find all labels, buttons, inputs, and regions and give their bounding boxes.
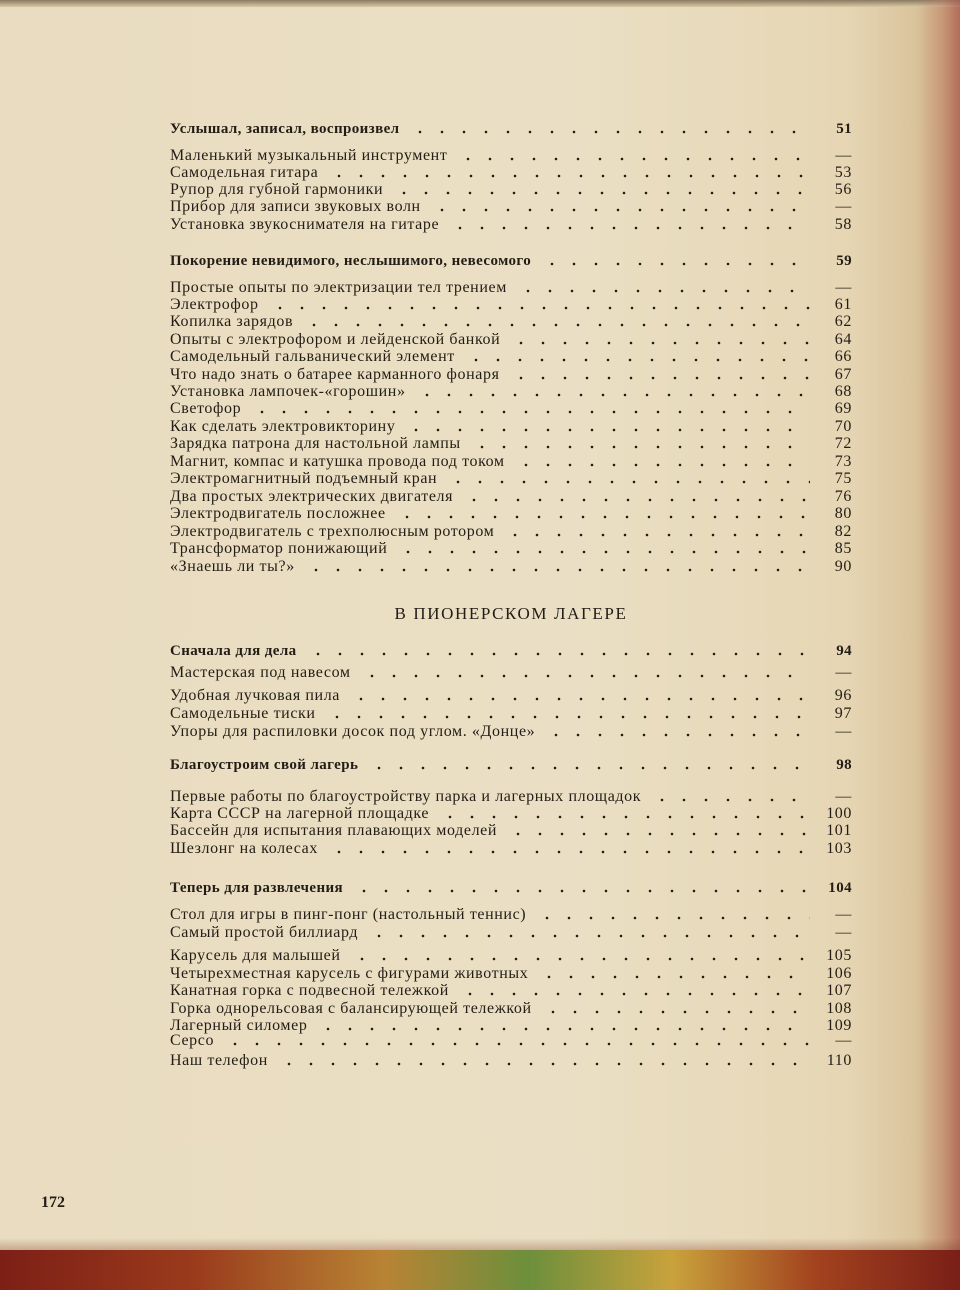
toc-section	[170, 250, 852, 270]
dot-leader	[504, 533, 810, 537]
toc-entry	[170, 503, 852, 523]
dot-leader	[350, 697, 810, 701]
dot-leader	[409, 130, 810, 134]
toc-entry	[170, 468, 852, 488]
dot-leader	[457, 157, 810, 161]
toc-entry-title: Зарядка патрона для настольной лампы	[170, 435, 461, 452]
toc-entry	[170, 1030, 852, 1050]
toc-entry	[170, 685, 852, 705]
toc-entry-page: —	[835, 723, 852, 740]
toc-entry-title: Услышал, записал, воспроизвел	[170, 121, 400, 137]
toc-entry-title: Электрофор	[170, 296, 259, 313]
toc-entry-title: Удобная лучковая пила	[170, 687, 340, 704]
toc-entry-title: Горка однорельсовая с балансирующей тележкой	[170, 1000, 532, 1017]
toc-entry-title: Карусель для малышей	[170, 947, 341, 964]
toc-entry-title: Канатная горка с подвесной тележкой	[170, 982, 449, 999]
toc-entry-page: 97	[834, 705, 852, 722]
toc-entry-title: Как сделать электровикторину	[170, 418, 396, 435]
toc-entry	[170, 433, 852, 453]
toc-entry-page: 69	[834, 400, 852, 417]
toc-entry-page: 103	[826, 840, 852, 857]
toc-entry-title: Благоустроим свой лагерь	[170, 757, 359, 773]
toc-entry-title: Простые опыты по электризации тел трением	[170, 279, 507, 296]
toc-entry	[170, 980, 852, 1000]
dot-leader	[510, 341, 810, 345]
toc-entry	[170, 662, 852, 682]
toc-entry	[170, 196, 852, 216]
toc-entry-page: 104	[828, 880, 852, 896]
toc-entry	[170, 556, 852, 576]
dot-leader	[651, 798, 810, 802]
toc-entry-title: Рупор для губной гармоники	[170, 181, 384, 198]
toc-entry-page: 100	[826, 805, 852, 822]
toc-entry-page: 53	[834, 164, 852, 181]
dot-leader	[507, 832, 810, 836]
dot-leader	[368, 934, 810, 938]
dot-leader	[447, 480, 810, 484]
toc-entry-title: Мастерская под навесом	[170, 664, 351, 681]
toc-entry-title: Теперь для развлечения	[170, 880, 344, 896]
toc-entry-page: —	[835, 147, 852, 164]
toc-entry-page: 94	[836, 643, 852, 659]
toc-entry-page: 80	[834, 505, 852, 522]
page-number: 172	[41, 1194, 65, 1211]
toc-entry-page: —	[835, 788, 852, 805]
toc-entry-page: 70	[834, 418, 852, 435]
toc-entry	[170, 214, 852, 234]
dot-leader	[536, 916, 810, 920]
toc-entry	[170, 922, 852, 942]
dot-leader	[541, 262, 810, 266]
toc-entry-title: Маленький музыкальный инструмент	[170, 147, 448, 164]
toc-entry-page: 108	[826, 1000, 852, 1017]
toc-entry-page: —	[835, 924, 852, 941]
toc-entry-title: Установка лампочек-«горошин»	[170, 383, 406, 400]
toc-entry-page: 110	[826, 1052, 852, 1069]
toc-entry-page: 61	[834, 296, 852, 313]
toc-entry-title: Лагерный силомер	[170, 1017, 308, 1034]
toc-entry	[170, 1050, 852, 1070]
toc-entry-title: Наш телефон	[170, 1052, 268, 1069]
page-top-edge	[0, 0, 960, 7]
dot-leader	[538, 975, 810, 979]
toc-entry-title: Самодельный гальванический элемент	[170, 348, 455, 365]
dot-leader	[368, 766, 810, 770]
dot-leader	[405, 428, 810, 432]
toc-entry	[170, 721, 852, 741]
dot-leader	[542, 1010, 810, 1014]
toc-entry	[170, 311, 852, 331]
dot-leader	[439, 815, 810, 819]
toc-entry-page: 75	[834, 470, 852, 487]
dot-leader	[353, 889, 810, 893]
toc-entry-page: 76	[834, 488, 852, 505]
toc-entry-title: Стол для игры в пинг-понг (настольный теннис)	[170, 906, 527, 923]
dot-leader	[463, 498, 810, 502]
dot-leader	[416, 393, 810, 397]
toc-section	[170, 877, 852, 897]
dot-leader	[305, 568, 810, 572]
toc-entry-title: Установка звукоснимателя на гитаре	[170, 216, 440, 233]
toc-entry	[170, 398, 852, 418]
dot-leader	[269, 306, 810, 310]
toc-entry-title: Самый простой биллиард	[170, 924, 359, 941]
toc-section	[170, 754, 852, 774]
toc-entry-page: 106	[826, 965, 852, 982]
dot-leader	[393, 191, 810, 195]
toc-entry-page: 62	[834, 313, 852, 330]
toc-entry-title: Карта СССР на лагерной площадке	[170, 805, 430, 822]
toc-entry-page: 66	[834, 348, 852, 365]
toc-entry	[170, 703, 852, 723]
toc-entry-page: 72	[834, 435, 852, 452]
toc-entry-page: 67	[834, 366, 852, 383]
toc-entry-page: —	[835, 664, 852, 681]
toc-entry-page: —	[835, 279, 852, 296]
page-spine-shadow	[916, 0, 960, 1290]
toc-entry-title: Два простых электрических двигателя	[170, 488, 454, 505]
dot-leader	[459, 992, 810, 996]
toc-entry-page: —	[835, 906, 852, 923]
dot-leader	[224, 1042, 810, 1046]
dot-leader	[545, 733, 810, 737]
toc-entry-page: 58	[834, 216, 852, 233]
toc-section	[170, 640, 852, 660]
dot-leader	[517, 289, 810, 293]
toc-entry-title: Электродвигатель с трехполюсным ротором	[170, 523, 495, 540]
dot-leader	[351, 957, 811, 961]
toc-entry-title: Серсо	[170, 1032, 215, 1049]
dot-leader	[303, 323, 810, 327]
toc-entry-page: 82	[834, 523, 852, 540]
dot-leader	[328, 174, 810, 178]
toc-entry-page: 90	[834, 558, 852, 575]
toc-entry-page: 85	[834, 540, 852, 557]
dot-leader	[465, 358, 810, 362]
dot-leader	[326, 715, 810, 719]
toc-entry-title: Копилка зарядов	[170, 313, 294, 330]
toc-entry	[170, 538, 852, 558]
toc-entry-page: 51	[836, 121, 852, 137]
dot-leader	[328, 850, 810, 854]
toc-entry	[170, 820, 852, 840]
toc-entry-title: Четырехместная карусель с фигурами животных	[170, 965, 529, 982]
dot-leader	[515, 463, 810, 467]
toc-entry	[170, 904, 852, 924]
toc-entry-page: 59	[836, 253, 852, 269]
toc-entry-title: Трансформатор понижающий	[170, 540, 388, 557]
toc-entry-title: Электродвигатель посложнее	[170, 505, 386, 522]
dot-leader	[431, 208, 810, 212]
toc-entry-title: Самодельная гитара	[170, 164, 319, 181]
chapter-heading: В ПИОНЕРСКОМ ЛАГЕРЕ	[394, 604, 628, 623]
toc-entry	[170, 346, 852, 366]
toc-entry-title: Электромагнитный подъемный кран	[170, 470, 438, 487]
dot-leader	[307, 652, 810, 656]
toc-entry-page: 56	[834, 181, 852, 198]
dot-leader	[251, 410, 810, 414]
toc-entry-title: Шезлонг на колесах	[170, 840, 318, 857]
toc-entry-title: Покорение невидимого, неслышимого, невесомого	[170, 253, 532, 269]
dot-leader	[278, 1062, 810, 1066]
toc-entry-page: 96	[834, 687, 852, 704]
toc-entry-title: Прибор для записи звуковых волн	[170, 198, 421, 215]
toc-entry	[170, 838, 852, 858]
toc-entry-page: —	[835, 198, 852, 215]
toc-entry-page: 64	[834, 331, 852, 348]
toc-entry-page: 101	[826, 822, 852, 839]
toc-entry-title: Опыты с электрофором и лейденской банкой	[170, 331, 501, 348]
toc-entry-title: Бассейн для испытания плавающих моделей	[170, 822, 498, 839]
dot-leader	[449, 226, 810, 230]
toc-entry-title: Самодельные тиски	[170, 705, 316, 722]
toc-entry-title: Первые работы по благоустройству парка и лагерных площадок	[170, 788, 642, 805]
toc-entry-title: Что надо знать о батарее карманного фонаря	[170, 366, 500, 383]
toc-entry-page: 109	[826, 1017, 852, 1034]
dot-leader	[396, 515, 810, 519]
toc-entry-page: —	[835, 1032, 852, 1049]
toc-entry-page: 73	[834, 453, 852, 470]
toc-entry-page: 107	[826, 982, 852, 999]
toc-entry-title: Светофор	[170, 400, 242, 417]
dot-leader	[361, 674, 810, 678]
toc-entry	[170, 945, 852, 965]
toc-entry-page: 68	[834, 383, 852, 400]
toc-entry-page: 98	[836, 757, 852, 773]
toc-entry-title: Сначала для дела	[170, 643, 297, 659]
dot-leader	[397, 550, 810, 554]
toc-entry-title: Магнит, компас и катушка провода под током	[170, 453, 505, 470]
toc-section	[170, 118, 852, 138]
toc-entry-title: «Знаешь ли ты?»	[170, 558, 295, 575]
toc-entry-title: Упоры для распиловки досок под углом. «Донце»	[170, 723, 536, 740]
book-cover-edge	[0, 1250, 960, 1290]
toc-entry-page: 105	[826, 947, 852, 964]
dot-leader	[510, 376, 810, 380]
dot-leader	[471, 445, 810, 449]
